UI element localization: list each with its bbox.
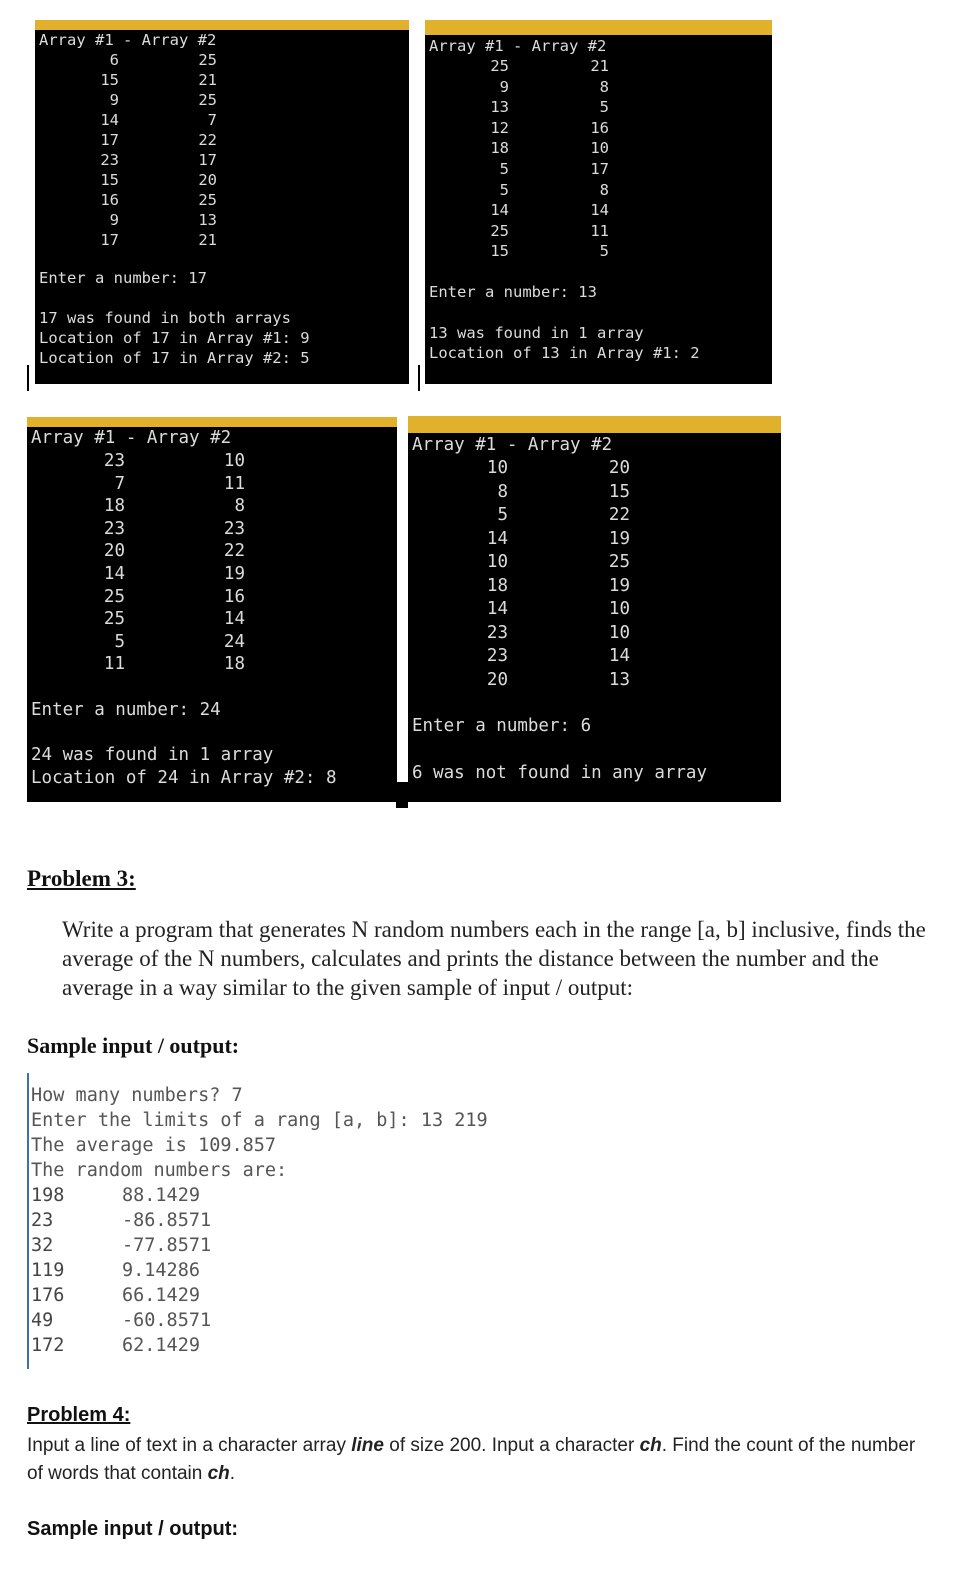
- array1-value: 20: [486, 669, 508, 690]
- array2-value: 21: [590, 57, 609, 75]
- sample-random-number: 172: [31, 1335, 65, 1356]
- console-window-1: [35, 20, 409, 384]
- array2-value: 11: [223, 473, 245, 494]
- array1-value: 25: [490, 221, 509, 240]
- console-result-line: Location of 17 in Array #1: 9: [39, 329, 310, 347]
- array1-value: 9: [109, 91, 119, 109]
- cursor-mark: [27, 365, 29, 391]
- sample-distance-value: -86.8571: [122, 1210, 212, 1231]
- array2-value: 22: [223, 541, 245, 562]
- cursor-mark: [418, 365, 420, 391]
- sample-line: The average is 109.857: [31, 1135, 277, 1156]
- console-result-line: 17 was found in both arrays: [39, 309, 291, 327]
- sample-distance-value: 88.1429: [122, 1185, 200, 1206]
- array1-value: 14: [103, 564, 125, 584]
- console-header: Array #1 - Array #2: [429, 37, 607, 55]
- problem-4-title: Problem 4:: [27, 1404, 131, 1426]
- console-prompt: Enter a number: 17: [39, 269, 207, 287]
- array2-value: 17: [590, 160, 609, 178]
- array1-value: 8: [497, 481, 508, 502]
- array1-value: 14: [100, 111, 119, 129]
- keyword-ch: ch: [207, 1463, 230, 1484]
- array2-value: 25: [198, 191, 217, 209]
- array1-value: 7: [114, 473, 125, 494]
- console-prompt: Enter a number: 24: [31, 700, 221, 720]
- console-window-2: [425, 20, 772, 384]
- console-window-3: [27, 417, 397, 802]
- array1-value: 15: [490, 242, 509, 261]
- array2-value: 8: [599, 180, 609, 199]
- problem-3-description: Write a program that generates N random numbers each in the range [a, b] inclusive, finds the average of the N numbers, calculates and prints the distance between the number and the average in a way similar to the given sample of input / output:: [62, 917, 926, 1000]
- array2-value: 10: [223, 451, 245, 471]
- array2-value: 17: [198, 151, 217, 169]
- array1-value: 18: [490, 139, 509, 158]
- array2-value: 21: [198, 71, 217, 89]
- sample-distance-value: 62.1429: [122, 1335, 200, 1356]
- problem-3-title: Problem 3:: [27, 866, 136, 891]
- array2-value: 16: [223, 586, 245, 607]
- array2-value: 11: [590, 221, 609, 240]
- array2-value: 10: [608, 622, 630, 643]
- array2-value: 25: [608, 552, 630, 572]
- array1-value: 15: [100, 71, 119, 89]
- sample-distance-value: 9.14286: [122, 1260, 200, 1281]
- array2-value: 20: [608, 458, 630, 478]
- array1-value: 10: [486, 458, 508, 478]
- array1-value: 18: [103, 496, 125, 517]
- array1-value: 5: [499, 160, 509, 178]
- array1-value: 12: [490, 118, 509, 137]
- array2-value: 20: [198, 171, 217, 189]
- array1-value: 23: [103, 518, 125, 539]
- array1-value: 10: [486, 552, 508, 572]
- array2-value: 23: [223, 518, 245, 539]
- sample-distance-value: 66.1429: [122, 1285, 200, 1306]
- array1-value: 14: [486, 528, 508, 549]
- array1-value: 13: [490, 98, 509, 117]
- sample-line: How many numbers? 7: [31, 1085, 243, 1106]
- console-header: Array #1 - Array #2: [412, 435, 613, 455]
- problem-3-sample-output: [27, 1073, 549, 1369]
- console-title-bar: [425, 20, 772, 35]
- problem-3-sample-heading: Sample input / output:: [27, 1033, 240, 1058]
- sample-line: Enter the limits of a rang [a, b]: 13 219: [31, 1110, 488, 1131]
- keyword-ch: ch: [639, 1435, 662, 1456]
- text-segment: of size 200. Input a character: [383, 1435, 640, 1456]
- array1-value: 9: [109, 211, 119, 229]
- array2-value: 5: [599, 242, 609, 261]
- array1-value: 14: [490, 201, 509, 220]
- array2-value: 14: [590, 201, 609, 220]
- array1-value: 17: [100, 231, 119, 249]
- array1-value: 23: [103, 451, 125, 471]
- text-segment: .: [229, 1463, 236, 1484]
- sample-line: The random numbers are:: [31, 1160, 288, 1181]
- array1-value: 15: [100, 171, 119, 189]
- sample-random-number: 49: [31, 1310, 54, 1331]
- console-window-4: [408, 416, 781, 802]
- console-result-line: Location of 17 in Array #2: 5: [39, 349, 310, 367]
- array2-value: 7: [207, 111, 217, 129]
- array1-value: 11: [103, 654, 125, 675]
- array2-value: 10: [608, 599, 630, 619]
- array1-value: 17: [100, 131, 119, 149]
- console-result-line: 24 was found in 1 array: [31, 745, 274, 765]
- console-header: Array #1 - Array #2: [31, 428, 232, 448]
- array2-value: 24: [223, 631, 245, 652]
- array2-value: 25: [198, 51, 217, 69]
- sample-distance-value: -60.8571: [122, 1310, 212, 1331]
- sample-random-number: 23: [31, 1210, 54, 1231]
- array1-value: 20: [103, 541, 125, 562]
- array1-value: 25: [490, 57, 509, 75]
- array2-value: 13: [198, 211, 217, 229]
- array1-value: 18: [486, 575, 508, 596]
- array2-value: 21: [198, 231, 217, 249]
- array2-value: 14: [608, 646, 630, 666]
- array2-value: 19: [223, 564, 245, 584]
- keyword-line: line: [351, 1435, 384, 1456]
- sample-distance-value: -77.8571: [122, 1235, 212, 1256]
- sample-random-number: 32: [31, 1235, 54, 1256]
- console-header: Array #1 - Array #2: [39, 31, 217, 49]
- array2-value: 13: [608, 669, 630, 690]
- array2-value: 19: [608, 575, 630, 596]
- problem-4-sample-heading: Sample input / output:: [27, 1518, 239, 1540]
- array2-value: 5: [599, 98, 609, 117]
- console-prompt: Enter a number: 13: [429, 283, 597, 301]
- array1-value: 6: [109, 51, 119, 69]
- array2-value: 25: [198, 91, 217, 109]
- text-segment: . Find the count of the number of words that contain: [27, 1435, 916, 1484]
- array1-value: 5: [497, 505, 508, 525]
- array2-value: 8: [599, 77, 609, 96]
- problem-4-description: [27, 1432, 927, 1488]
- array2-value: 10: [590, 139, 609, 158]
- array2-value: 8: [234, 496, 245, 517]
- console-result-line: Location of 13 in Array #1: 2: [429, 344, 700, 362]
- console-result-line: 13 was found in 1 array: [429, 324, 644, 342]
- array2-value: 18: [223, 654, 245, 675]
- array1-value: 23: [486, 622, 508, 643]
- console-prompt: Enter a number: 6: [412, 716, 592, 736]
- array2-value: 14: [223, 609, 245, 630]
- array1-value: 23: [486, 646, 508, 666]
- console-title-bar: [35, 20, 409, 30]
- array1-value: 5: [499, 180, 509, 199]
- array1-value: 25: [103, 609, 125, 630]
- console-title-bar: [27, 417, 397, 427]
- console-result-line: Location of 24 in Array #2: 8: [31, 768, 337, 788]
- text-segment: Input a line of text in a character array: [27, 1435, 352, 1456]
- array1-value: 25: [103, 586, 125, 607]
- array2-value: 22: [198, 131, 217, 149]
- array1-value: 14: [486, 599, 508, 619]
- cursor-mark: [396, 782, 408, 808]
- console-result-line: 6 was not found in any array: [412, 763, 708, 783]
- array2-value: 19: [608, 528, 630, 549]
- array1-value: 16: [100, 191, 119, 209]
- array1-value: 23: [100, 151, 119, 169]
- array1-value: 9: [499, 77, 509, 96]
- array2-value: 15: [608, 481, 630, 502]
- array2-value: 22: [608, 505, 630, 525]
- sample-random-number: 198: [31, 1185, 65, 1206]
- array1-value: 5: [114, 631, 125, 652]
- sample-random-number: 176: [31, 1285, 65, 1306]
- console-title-bar: [408, 416, 781, 433]
- array2-value: 16: [590, 118, 609, 137]
- sample-random-number: 119: [31, 1260, 65, 1281]
